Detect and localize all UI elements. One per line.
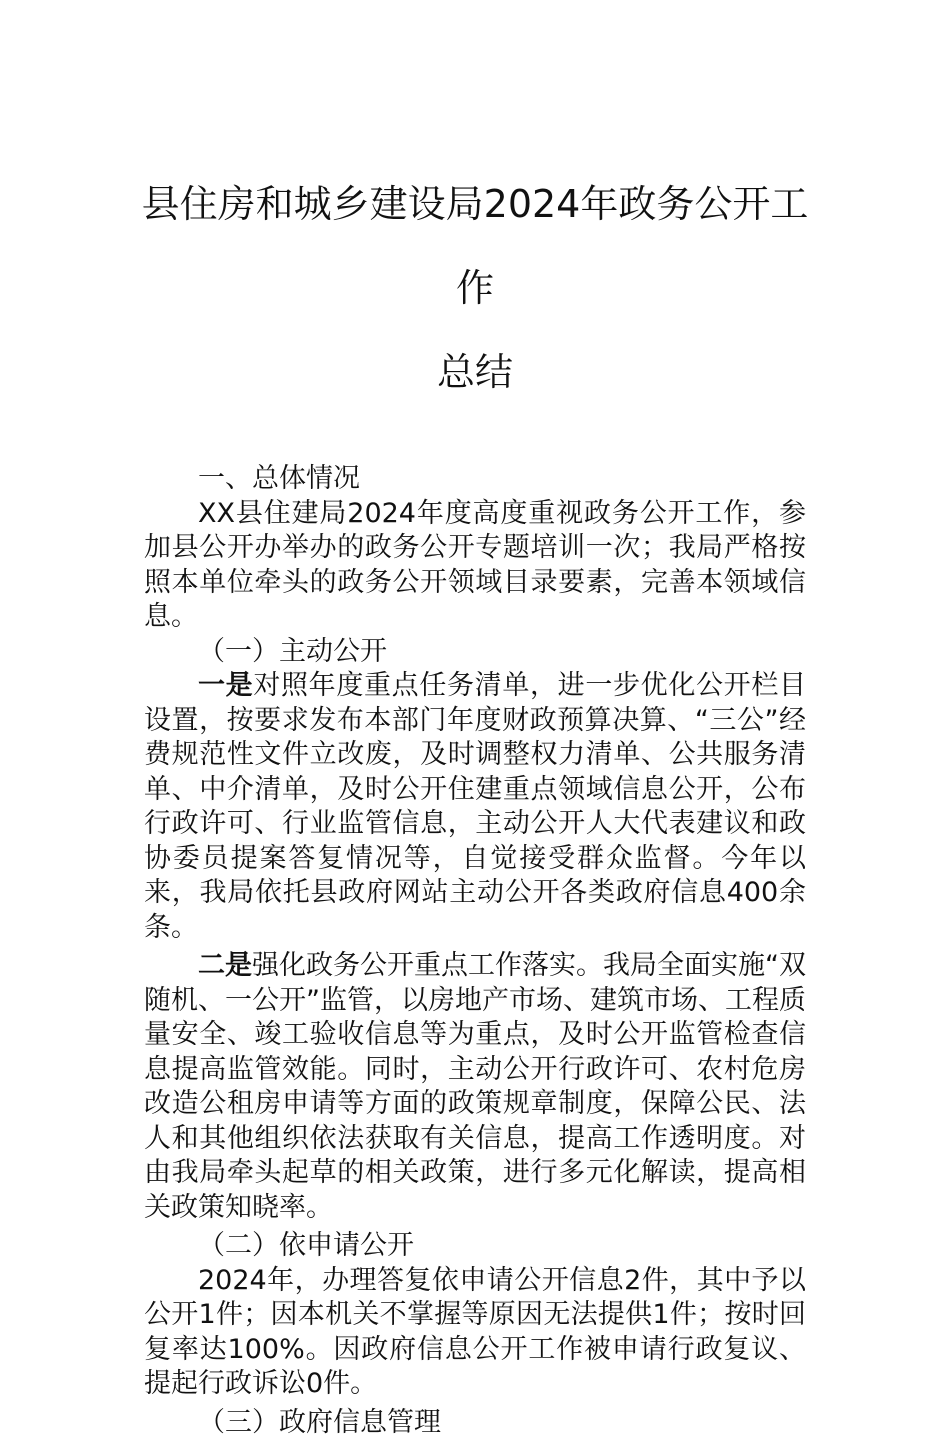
subsection-heading-info-management: （三）政府信息管理	[144, 1406, 806, 1440]
document-body	[144, 462, 806, 1440]
paragraph-application: 2024年，办理答复依申请公开信息2件，其中予以公开1件；因本机关不掌握等原因无法提供1件；按时回复率达100%。因政府信息公开工作被申请行政复议、提起行政诉讼0件。	[144, 1264, 806, 1402]
title-line-2: 总结	[124, 330, 826, 414]
paragraph-lead: 二是	[198, 950, 252, 981]
paragraph-proactive-2	[144, 949, 806, 1225]
paragraph-proactive-1	[144, 669, 806, 945]
paragraph-text: 对照年度重点任务清单，进一步优化公开栏目设置，按要求发布本部门年度财政预算决算、“三公”经费规范性文件立改废，及时调整权力清单、公共服务清单、中介清单，及时公开住建重点领域信息公开，公布行政许可、行业监管信息，主动公开人大代表建议和政协委员提案答复情况等，自觉接受群众监督。今年以来，我局依托县政府网站主动公开各类政府信息400余条。	[144, 670, 806, 943]
subsection-heading-application: （二）依申请公开	[144, 1229, 806, 1264]
paragraph-overview: XX县住建局2024年度高度重视政务公开工作，参加县公开办举办的政务公开专题培训一次；我局严格按照本单位牵头的政务公开领域目录要素，完善本领域信息。	[144, 497, 806, 635]
section-heading-overview: 一、总体情况	[144, 462, 806, 497]
paragraph-text: 强化政务公开重点工作落实。我局全面实施“双随机、一公开”监管，以房地产市场、建筑市场、工程质量安全、竣工验收信息等为重点，及时公开监管检查信息提高监管效能。同时，主动公开行政许可、农村危房改造公租房申请等方面的政策规章制度，保障公民、法人和其他组织依法获取有关信息，提高工作透明度。对由我局牵头起草的相关政策，进行多元化解读，提高相关政策知晓率。	[144, 950, 806, 1223]
paragraph-lead: 一是	[198, 670, 253, 701]
subsection-heading-proactive: （一）主动公开	[144, 635, 806, 670]
document-title	[124, 162, 826, 414]
title-line-1: 县住房和城乡建设局2024年政务公开工作	[124, 162, 826, 330]
